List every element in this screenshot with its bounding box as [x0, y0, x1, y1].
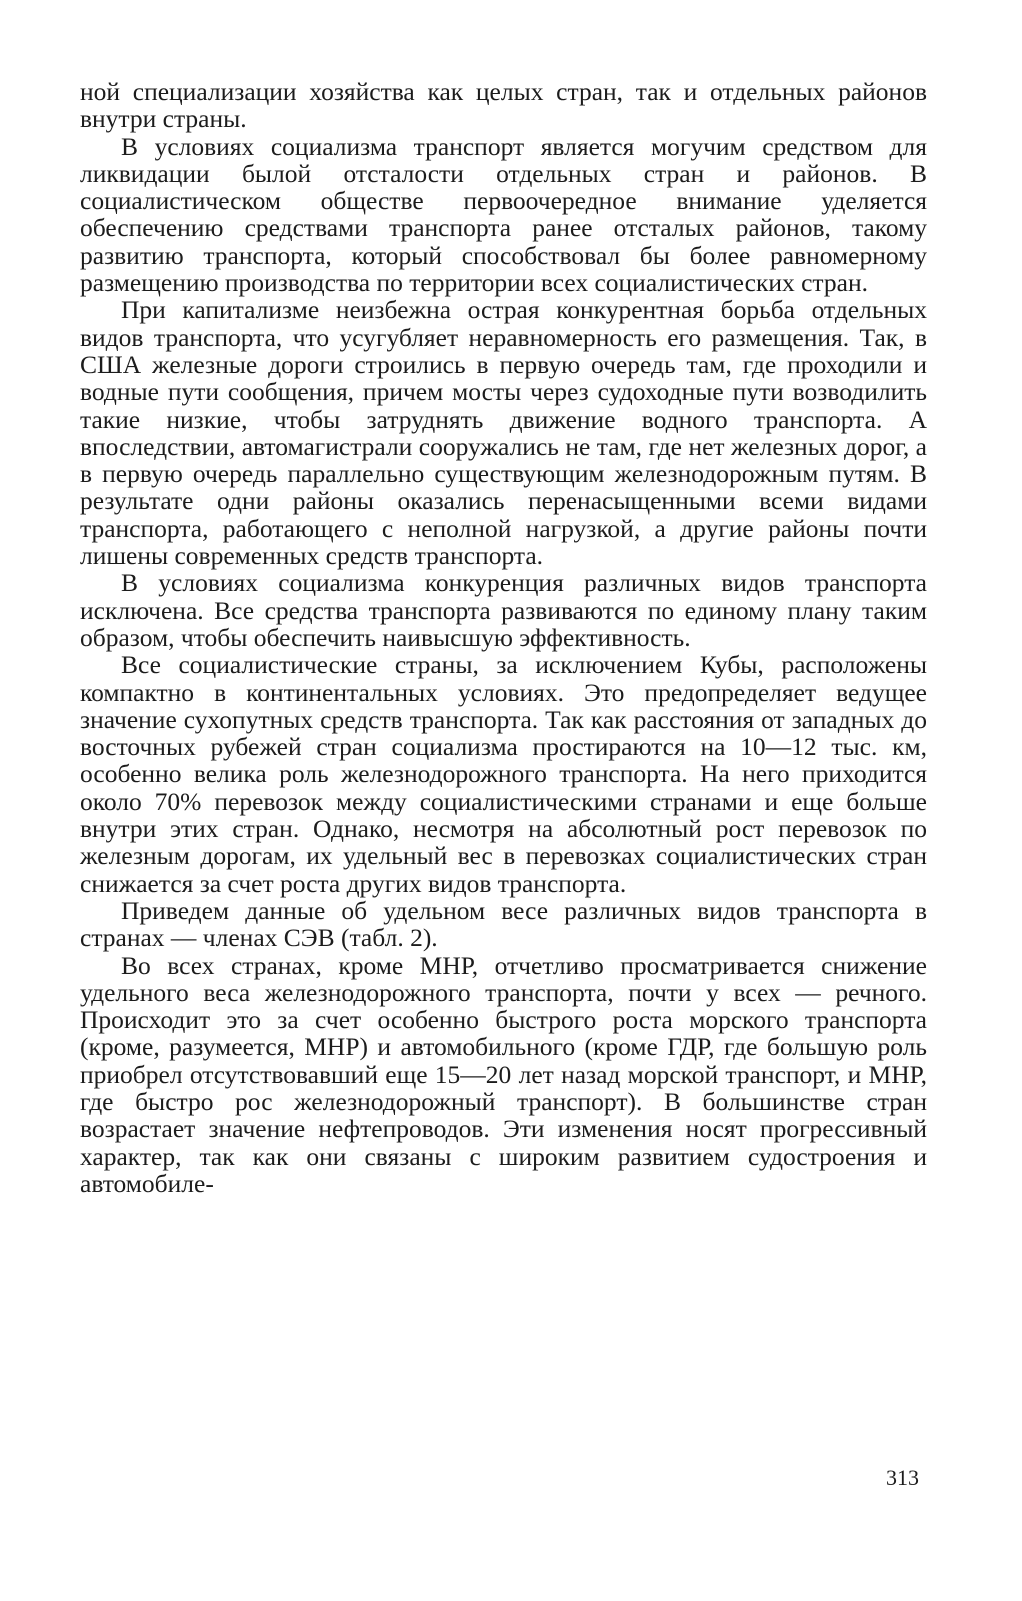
paragraph-socialism-transport: В условиях социализма транспорт является могучим средством для ликвидации былой отсталости отдельных стран и районов. В социалистическом обществе первоочередное внимание уделяется обеспечению средствами транспорта ранее отсталых районов, такому развитию транспорта, который способствовал бы более равномерному размещению производства по территории всех социалистических стран.: [80, 131, 927, 298]
paragraph-capitalism-competition: При капитализме неизбежна острая конкурентная борьба отдельных видов транспорта, что усугубляет неравномерность его размещения. Так, в США железные дороги строились в первую очередь там, где проходили и водные пути сообщения, причем мосты через судоходные пути возводилить такие низкие, чтобы затруднять движение водного транспорта. А впоследствии, автомагистрали сооружались не там, где нет железных дорог, а в первую очередь параллельно существующим железнодорожным путям. В результате одни районы оказались перенасыщенными всеми видами транспорта, работающего с неполной нагрузкой, а другие районы почти лишены современных средств транспорта.: [80, 295, 927, 571]
paragraph-share-changes: Во всех странах, кроме МНР, отчетливо просматривается снижение удельного веса железнодорожного транспорта, почти у всех — речного. Происходит это за счет особенно быстрого роста морского транспорта (кроме, разумеется, МНР) и автомобильного (кроме ГДР, где большую роль приобрел отсутствовавший еще 15—20 лет назад морской транспорт, и МНР, где быстро рос железнодорожный транспорт). В большинстве стран возрастает значение нефтепроводов. Эти изменения носят прогрессивный характер, так как они связаны с широким развитием судостроения и автомобиле-: [80, 950, 927, 1198]
paragraph-table-reference: Приведем данные об удельном весе различных видов транспорта в странах — членах СЭВ (табл. 2).: [80, 895, 927, 953]
paragraph-continuation: ной специализации хозяйства как целых стран, так и отдельных районов внутри страны.: [80, 77, 927, 134]
page-body: [80, 78, 927, 1197]
page-number: 313: [886, 1465, 919, 1490]
paragraph-continental-location: Все социалистические страны, за исключением Кубы, расположены компактно в континентальных условиях. Это предопределяет ведущее значение сухопутных средств транспорта. Так как расстояния от западных до восточных рубежей стран социализма простираются на 10—12 тыс. км, особенно велика роль железнодорожного транспорта. На него приходится около 70% перевозок между социалистическими странами и еще больше внутри этих стран. Однако, несмотря на абсолютный рост перевозок по железным дорогам, их удельный вес в перевозках социалистических стран снижается за счет роста других видов транспорта.: [80, 650, 927, 898]
paragraph-no-competition: В условиях социализма конкуренция различных видов транспорта исключена. Все средства транспорта развиваются по единому плану таким образом, чтобы обеспечить наивысшую эффективность.: [80, 568, 927, 652]
